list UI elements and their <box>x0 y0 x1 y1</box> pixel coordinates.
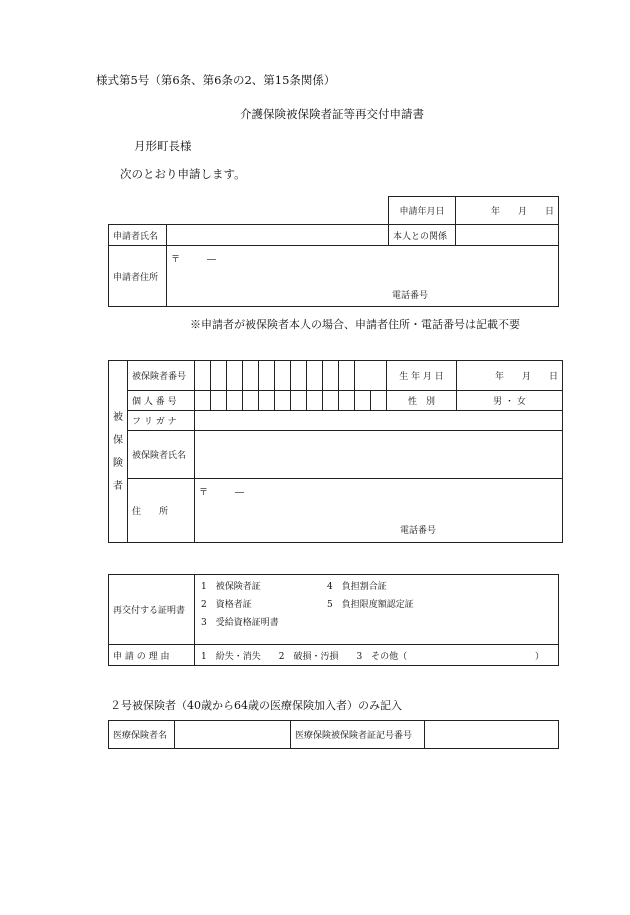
personal-number-cell[interactable] <box>195 391 211 411</box>
sex-field[interactable]: 男 ・ 女 <box>457 391 563 411</box>
personal-number-cell[interactable] <box>339 391 355 411</box>
relation-field[interactable] <box>456 225 559 246</box>
applicant-address-label: 申請者住所 <box>109 246 167 307</box>
personal-number-label: 個 人 番 号 <box>128 391 195 411</box>
personal-number-cell[interactable] <box>243 391 259 411</box>
reissue-table <box>108 574 559 666</box>
page-title: 介護保険被保険者証等再交付申請書 <box>240 107 424 121</box>
applicant-address-field[interactable] <box>167 246 559 307</box>
medical-insurer-field[interactable] <box>175 721 291 749</box>
personal-number-cell[interactable] <box>307 391 323 411</box>
intro-text: 次のとおり申請します。 <box>120 167 246 181</box>
personal-number-cell[interactable] <box>323 391 339 411</box>
insured-table <box>108 360 563 543</box>
option-insured-card[interactable]: 1 被保険者証 <box>201 582 261 592</box>
insured-number-cell[interactable] <box>339 361 355 391</box>
insured-address-label: 住 所 <box>128 479 195 543</box>
furigana-field[interactable] <box>195 411 563 431</box>
applicant-table <box>108 196 559 307</box>
reissue-label: 再交付する証明書 <box>109 575 195 645</box>
option-burden-limit[interactable]: 5 負担限度額認定証 <box>327 600 414 610</box>
insured-address-field[interactable] <box>195 479 563 543</box>
personal-number-cell[interactable] <box>291 391 307 411</box>
reissue-options <box>195 575 559 645</box>
sex-label: 性 別 <box>387 391 457 411</box>
personal-number-cell[interactable] <box>371 391 387 411</box>
insured-number-cell[interactable] <box>259 361 275 391</box>
insured-name-label: 被保険者氏名 <box>128 431 195 479</box>
personal-number-cell[interactable] <box>259 391 275 411</box>
personal-number-cell[interactable] <box>275 391 291 411</box>
insured-phone-label: 電話番号 <box>400 526 437 536</box>
birth-label: 生 年 月 日 <box>387 361 457 391</box>
insured-number-cell[interactable] <box>211 361 227 391</box>
insured-number-label: 被保険者番号 <box>128 361 195 391</box>
insured-number-cell[interactable] <box>323 361 339 391</box>
reason-text: 1 紛失・消失 2 破損・汚損 3 その他（ <box>201 651 408 662</box>
postal-mark: 〒 ― <box>171 255 217 265</box>
applicant-name-field[interactable] <box>167 225 389 246</box>
birth-field[interactable]: 年 月 日 <box>457 361 563 391</box>
medical-insurer-label: 医療保険者名 <box>109 721 175 749</box>
insured-number-cell[interactable] <box>227 361 243 391</box>
insured-side-label: 被 保 険 者 <box>109 361 128 543</box>
note: ※申請者が被保険者本人の場合、申請者住所・電話番号は記載不要 <box>190 318 520 331</box>
insured-number-cell[interactable] <box>307 361 323 391</box>
option-qualification[interactable]: 2 資格者証 <box>201 600 252 610</box>
medical-table <box>108 720 559 749</box>
application-date-field[interactable]: 年 月 日 <box>456 197 559 225</box>
personal-number-cell[interactable] <box>355 391 371 411</box>
insured-number-cell[interactable] <box>195 361 211 391</box>
furigana-label: フ リ ガ ナ <box>128 411 195 431</box>
insured-number-cell[interactable] <box>275 361 291 391</box>
applicant-name-label: 申請者氏名 <box>109 225 167 246</box>
postal-mark: 〒 ― <box>199 488 245 498</box>
personal-number-cell[interactable] <box>211 391 227 411</box>
insured-number-spacer <box>355 361 387 391</box>
reason-options[interactable] <box>195 645 559 666</box>
form-number: 様式第5号（第6条、第6条の2、第15条関係） <box>96 73 336 87</box>
insured-number-cell[interactable] <box>243 361 259 391</box>
option-benefit-cert[interactable]: 3 受給資格証明書 <box>201 618 279 628</box>
reason-label: 申 請 の 理 由 <box>109 645 195 666</box>
applicant-phone-label: 電話番号 <box>392 291 429 301</box>
section2-heading: ２号被保険者（40歳から64歳の医療保険加入者）のみ記入 <box>110 699 402 712</box>
application-date-label: 申請年月日 <box>389 197 456 225</box>
addressee: 月形町長様 <box>134 139 192 153</box>
reason-close: ） <box>534 652 544 662</box>
relation-label: 本人との関係 <box>389 225 456 246</box>
insured-number-cell[interactable] <box>291 361 307 391</box>
insured-name-field[interactable] <box>195 431 563 479</box>
personal-number-cell[interactable] <box>227 391 243 411</box>
medical-number-field[interactable] <box>425 721 559 749</box>
option-burden-ratio[interactable]: 4 負担割合証 <box>327 582 387 592</box>
medical-number-label: 医療保険被保険者証記号番号 <box>291 721 425 749</box>
